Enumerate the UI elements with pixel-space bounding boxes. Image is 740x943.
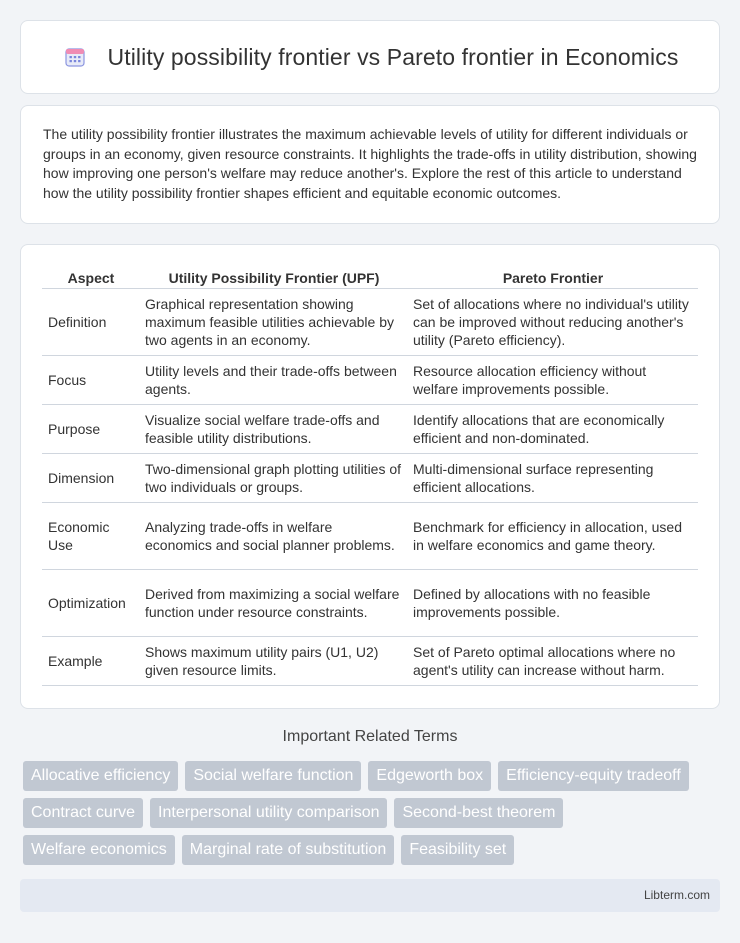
cell-pareto: Identify allocations that are economically efficient and non-dominated. bbox=[408, 405, 698, 454]
table-row bbox=[42, 289, 698, 356]
comparison-table bbox=[42, 265, 698, 686]
cell-upf: Two-dimensional graph plotting utilities of two individuals or groups. bbox=[140, 454, 408, 503]
tag-interpersonal-utility-comparison[interactable]: Interpersonal utility comparison bbox=[150, 798, 387, 828]
table-row bbox=[42, 454, 698, 503]
cell-upf: Shows maximum utility pairs (U1, U2) given resource limits. bbox=[140, 637, 408, 686]
related-terms-title: Important Related Terms bbox=[282, 728, 458, 745]
header-upf: Utility Possibility Frontier (UPF) bbox=[140, 265, 408, 289]
tag-contract-curve[interactable]: Contract curve bbox=[23, 798, 143, 828]
calendar-icon bbox=[62, 44, 88, 70]
tag-allocative-efficiency[interactable]: Allocative efficiency bbox=[23, 761, 178, 791]
cell-aspect: Example bbox=[42, 637, 140, 686]
tag-row bbox=[23, 798, 713, 828]
header-aspect: Aspect bbox=[42, 265, 140, 289]
cell-aspect: Focus bbox=[42, 356, 140, 405]
cell-upf: Visualize social welfare trade-offs and feasible utility distributions. bbox=[140, 405, 408, 454]
tag-row bbox=[23, 835, 713, 865]
related-terms-tags bbox=[23, 761, 713, 872]
table-row bbox=[42, 405, 698, 454]
cell-aspect: Definition bbox=[42, 289, 140, 356]
cell-pareto: Benchmark for efficiency in allocation, used in welfare economics and game theory. bbox=[408, 503, 698, 570]
tag-social-welfare-function[interactable]: Social welfare function bbox=[185, 761, 361, 791]
intro-card bbox=[20, 105, 720, 224]
cell-aspect: Economic Use bbox=[42, 503, 140, 570]
tag-welfare-economics[interactable]: Welfare economics bbox=[23, 835, 175, 865]
tag-feasibility-set[interactable]: Feasibility set bbox=[401, 835, 514, 865]
tag-row bbox=[23, 761, 713, 791]
intro-text: The utility possibility frontier illustrates the maximum achievable levels of utility for different individuals or groups in an economy, given resource constraints. It highlights the trade-offs in utility distribution, showing how improving one person's welfare may reduce another's. Explore the rest of this article to understand how the utility possibility frontier shapes efficient and equitable economic outcomes. bbox=[43, 126, 697, 201]
cell-pareto: Resource allocation efficiency without welfare improvements possible. bbox=[408, 356, 698, 405]
comparison-table-card bbox=[20, 244, 720, 709]
tag-edgeworth-box[interactable]: Edgeworth box bbox=[368, 761, 491, 791]
table-row bbox=[42, 570, 698, 637]
cell-pareto: Set of Pareto optimal allocations where no agent's utility can increase without harm. bbox=[408, 637, 698, 686]
page-title: Utility possibility frontier vs Pareto frontier in Economics bbox=[107, 43, 679, 70]
cell-upf: Derived from maximizing a social welfare function under resource constraints. bbox=[140, 570, 408, 637]
footer bbox=[20, 879, 720, 912]
cell-upf: Utility levels and their trade-offs between agents. bbox=[140, 356, 408, 405]
table-row bbox=[42, 356, 698, 405]
header-card bbox=[20, 20, 720, 94]
cell-pareto: Multi-dimensional surface representing efficient allocations. bbox=[408, 454, 698, 503]
footer-site-link[interactable]: Libterm.com bbox=[643, 888, 710, 902]
cell-upf: Analyzing trade-offs in welfare economics and social planner problems. bbox=[140, 503, 408, 570]
tag-efficiency-equity-tradeoff[interactable]: Efficiency-equity tradeoff bbox=[498, 761, 689, 791]
cell-pareto: Defined by allocations with no feasible improvements possible. bbox=[408, 570, 698, 637]
cell-upf: Graphical representation showing maximum feasible utilities achievable by two agents in an economy. bbox=[140, 289, 408, 356]
table-row bbox=[42, 503, 698, 570]
cell-pareto: Set of allocations where no individual's utility can be improved without reducing another's utility (Pareto efficiency). bbox=[408, 289, 698, 356]
table-row bbox=[42, 637, 698, 686]
cell-aspect: Optimization bbox=[42, 570, 140, 637]
tag-marginal-rate-of-substitution[interactable]: Marginal rate of substitution bbox=[182, 835, 395, 865]
header-pareto: Pareto Frontier bbox=[408, 265, 698, 289]
cell-aspect: Purpose bbox=[42, 405, 140, 454]
cell-aspect: Dimension bbox=[42, 454, 140, 503]
table-header-row bbox=[42, 265, 698, 289]
tag-second-best-theorem[interactable]: Second-best theorem bbox=[394, 798, 563, 828]
